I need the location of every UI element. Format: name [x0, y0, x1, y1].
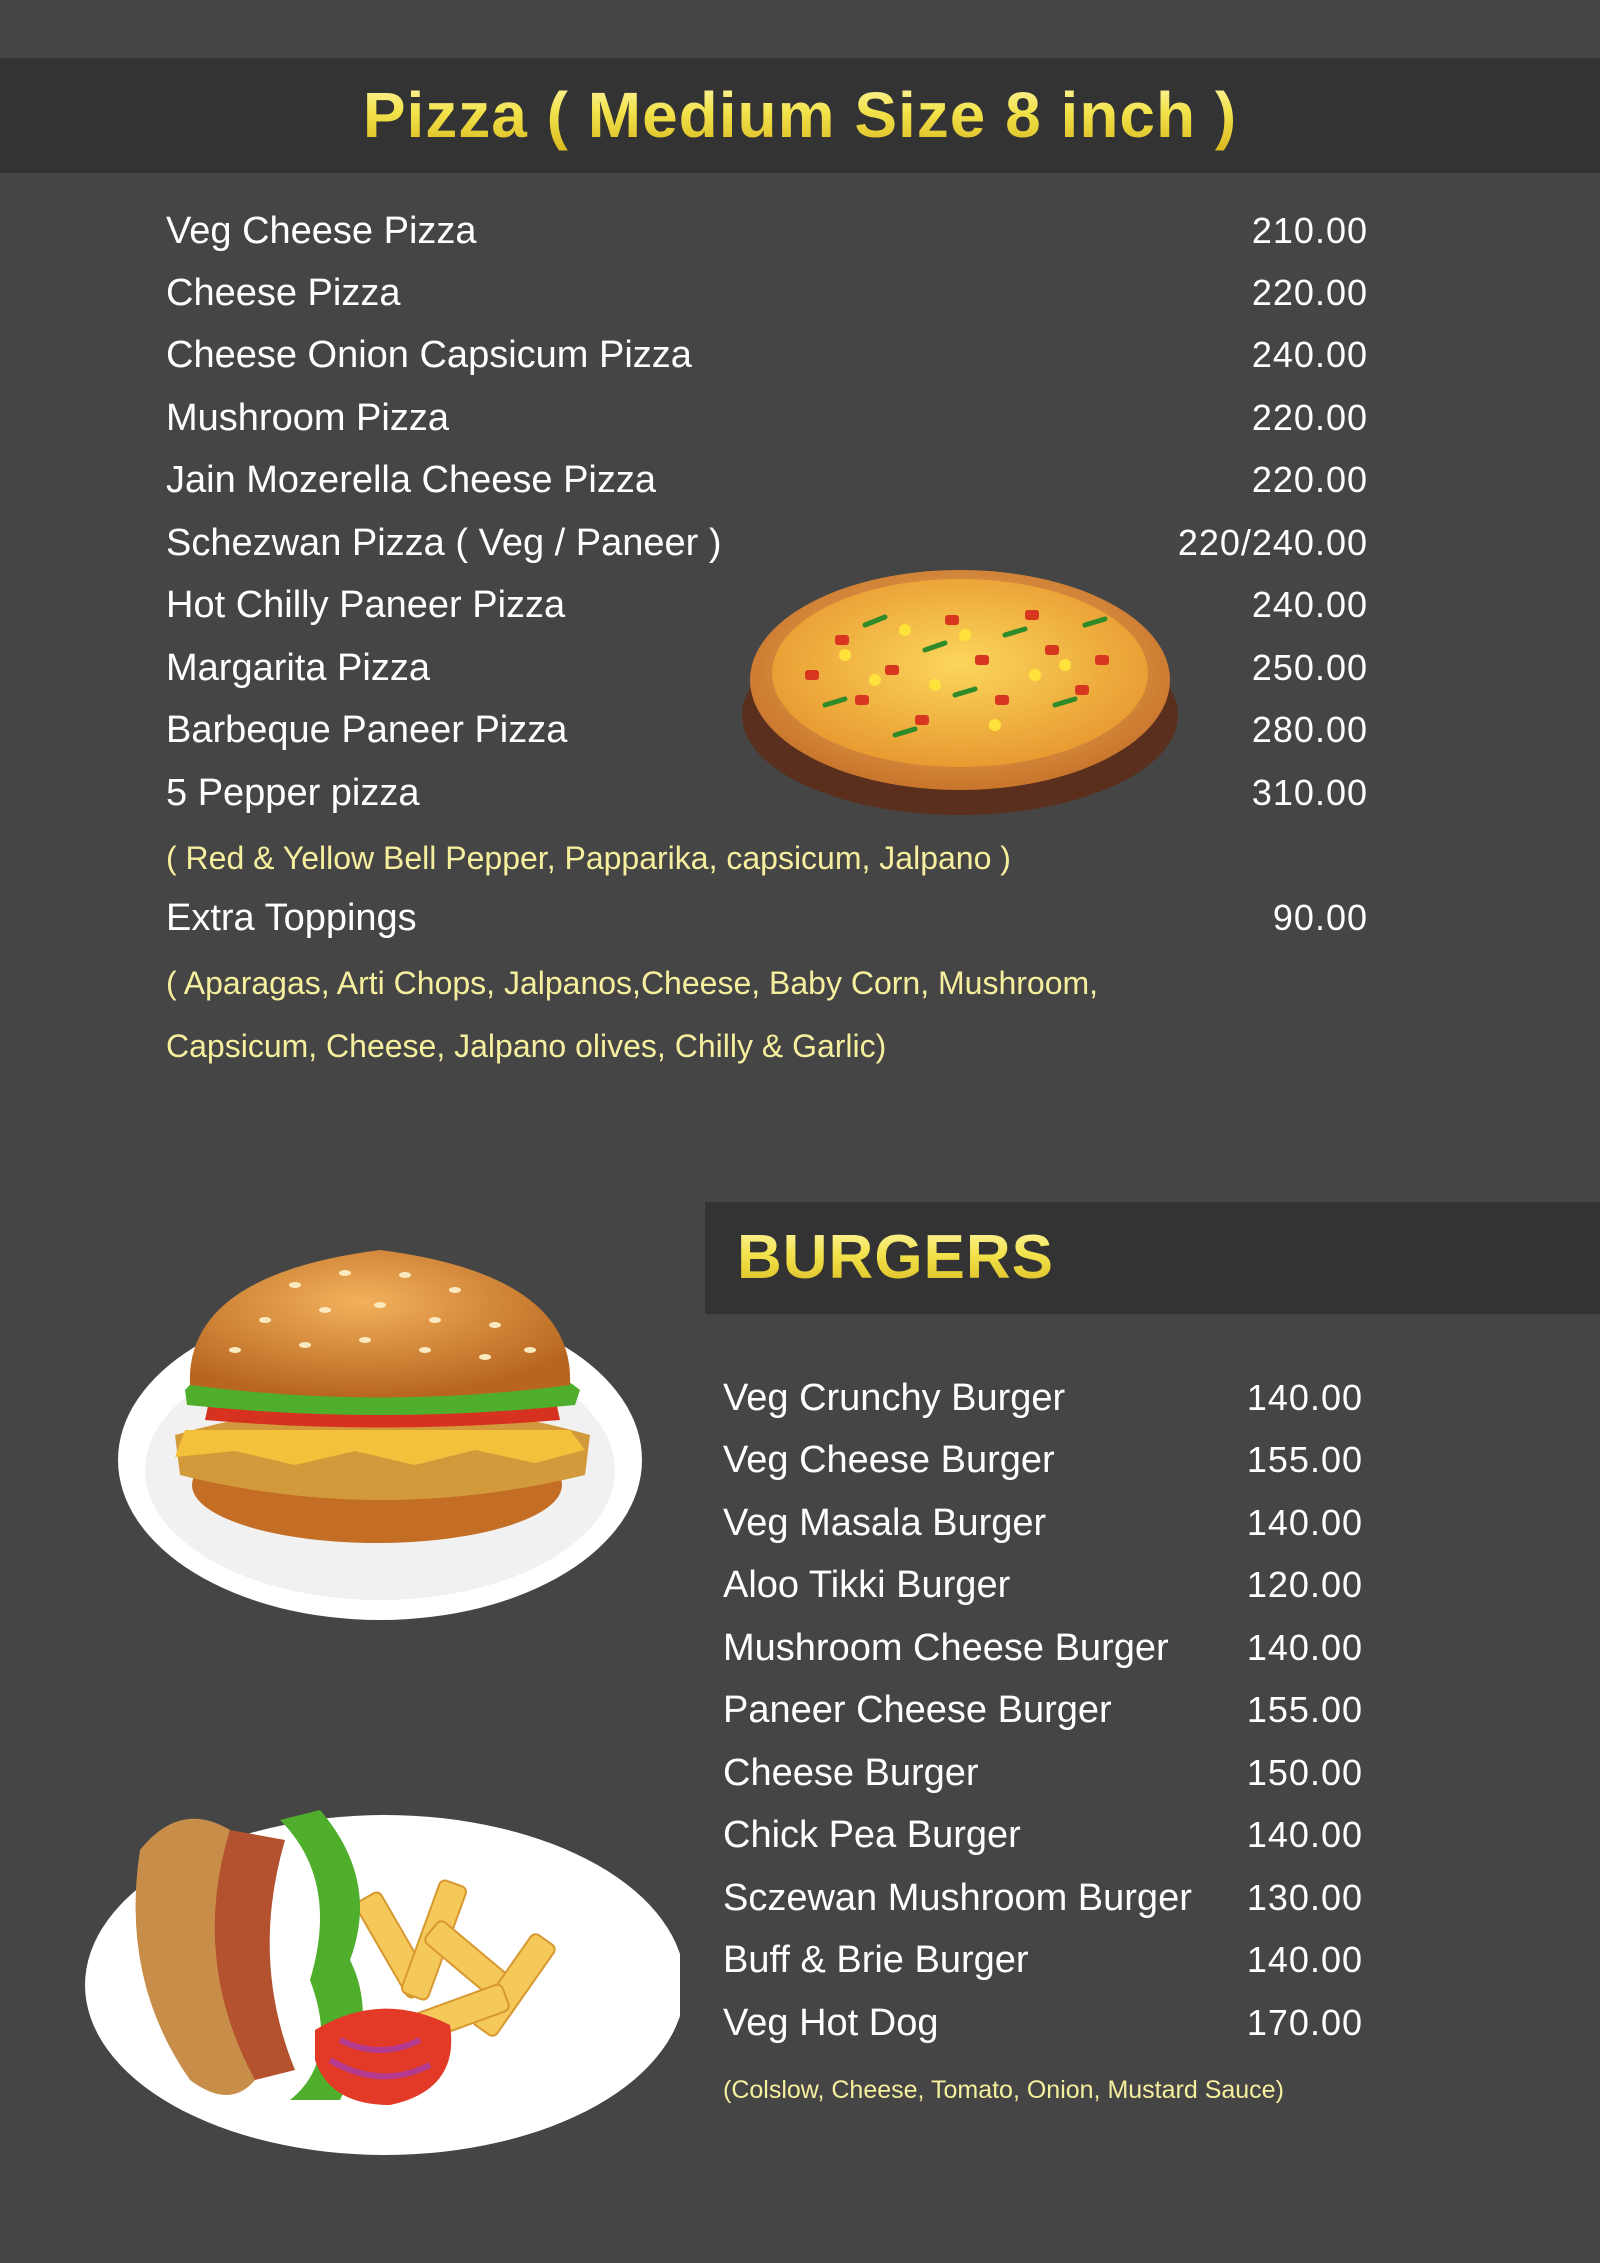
toppings-note-line-2: Capsicum, Cheese, Jalpano olives, Chilly & Garlic)	[166, 1028, 887, 1064]
item-name: Mushroom Cheese Burger	[723, 1627, 1169, 1669]
menu-item	[723, 1752, 1363, 1795]
menu-item	[723, 1627, 1363, 1670]
item-name: Paneer Cheese Burger	[723, 1689, 1112, 1731]
menu-item	[723, 1564, 1363, 1607]
item-price: 155.00	[1246, 1689, 1363, 1730]
menu-item	[723, 1439, 1363, 1482]
item-name: Sczewan Mushroom Burger	[723, 1877, 1192, 1919]
menu-item	[166, 897, 1368, 940]
item-name: Cheese Onion Capsicum Pizza	[166, 334, 692, 376]
toppings-note-line-1: ( Aparagas, Arti Chops, Jalpanos,Cheese, Baby Corn, Mushroom,	[166, 965, 1099, 1001]
item-price: 140.00	[1246, 1377, 1363, 1418]
item-price: 220/240.00	[1177, 522, 1368, 563]
menu-item	[723, 1877, 1363, 1920]
menu-item	[723, 1814, 1363, 1857]
menu-item	[166, 459, 1368, 502]
item-price: 140.00	[1246, 1627, 1363, 1668]
item-name: Veg Hot Dog	[723, 2002, 939, 2044]
menu-item	[723, 1502, 1363, 1545]
item-name: Mushroom Pizza	[166, 397, 449, 439]
item-price: 250.00	[1251, 647, 1368, 688]
hotdog-note: (Colslow, Cheese, Tomato, Onion, Mustard Sauce)	[723, 2076, 1284, 2104]
item-price: 280.00	[1251, 709, 1368, 750]
pizza-photo	[735, 555, 1185, 825]
item-price: 120.00	[1246, 1564, 1363, 1605]
item-name: Veg Masala Burger	[723, 1502, 1047, 1544]
item-price: 220.00	[1251, 272, 1368, 313]
item-name: Jain Mozerella Cheese Pizza	[166, 459, 657, 501]
menu-item	[166, 397, 1368, 440]
item-price: 240.00	[1251, 334, 1368, 375]
item-price: 220.00	[1251, 459, 1368, 500]
pizza-heading: Pizza ( Medium Size 8 inch )	[0, 78, 1600, 152]
item-name: Cheese Pizza	[166, 272, 401, 314]
menu-item	[723, 1939, 1363, 1982]
item-name: Margarita Pizza	[166, 647, 430, 689]
menu-item	[723, 1377, 1363, 1420]
item-name: Chick Pea Burger	[723, 1814, 1021, 1856]
item-name: Cheese Burger	[723, 1752, 979, 1794]
item-price: 210.00	[1251, 210, 1368, 251]
item-price: 150.00	[1246, 1752, 1363, 1793]
item-name: Aloo Tikki Burger	[723, 1564, 1011, 1606]
menu-item	[723, 1689, 1363, 1732]
item-price: 130.00	[1246, 1877, 1363, 1918]
item-name: Schezwan Pizza ( Veg / Paneer )	[166, 522, 722, 564]
item-price: 140.00	[1246, 1814, 1363, 1855]
item-name: Veg Crunchy Burger	[723, 1377, 1066, 1419]
item-name: Veg Cheese Burger	[723, 1439, 1055, 1481]
item-name: 5 Pepper pizza	[166, 772, 420, 814]
item-price: 155.00	[1246, 1439, 1363, 1480]
item-name: Barbeque Paneer Pizza	[166, 709, 568, 751]
menu-item	[166, 272, 1368, 315]
item-name: Extra Toppings	[166, 897, 417, 939]
hotdog-photo	[80, 1760, 680, 2160]
burger-photo	[115, 1225, 645, 1625]
item-name: Buff & Brie Burger	[723, 1939, 1029, 1981]
item-name: Hot Chilly Paneer Pizza	[166, 584, 566, 626]
item-name: Veg Cheese Pizza	[166, 210, 477, 252]
menu-item	[166, 210, 1368, 253]
item-price: 140.00	[1246, 1939, 1363, 1980]
item-price: 140.00	[1246, 1502, 1363, 1543]
menu-item	[723, 2002, 1363, 2045]
item-price: 90.00	[1272, 897, 1368, 938]
item-price: 310.00	[1251, 772, 1368, 813]
item-price: 170.00	[1246, 2002, 1363, 2043]
item-price: 220.00	[1251, 397, 1368, 438]
item-price: 240.00	[1251, 584, 1368, 625]
pepper-note: ( Red & Yellow Bell Pepper, Papparika, capsicum, Jalpano )	[166, 840, 1011, 876]
menu-item	[166, 334, 1368, 377]
burgers-heading: BURGERS	[737, 1223, 1055, 1292]
